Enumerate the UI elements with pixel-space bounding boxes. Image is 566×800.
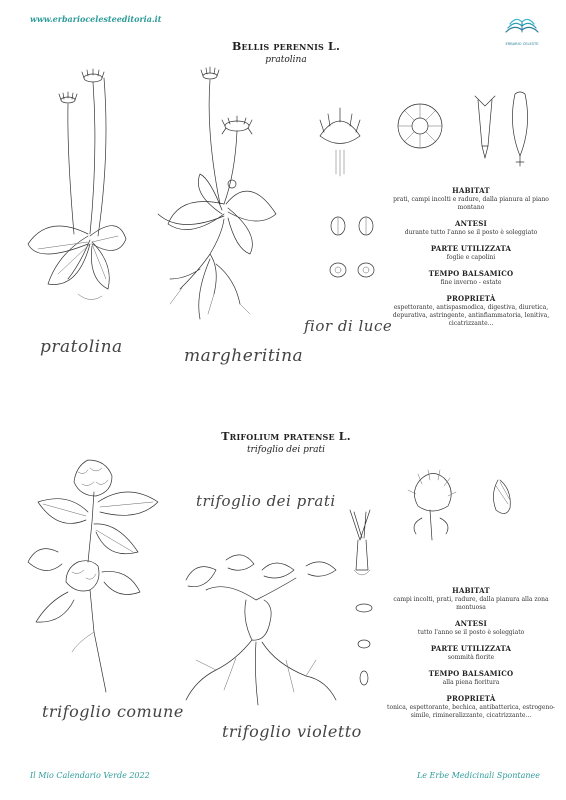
antesi-heading: ANTESI [455, 619, 487, 628]
daisy-with-roots-illustration [140, 64, 290, 324]
plant2-common-name: trifoglio dei prati [246, 445, 326, 455]
plant1-info-panel [386, 186, 556, 335]
plant2-scientific-name [186, 430, 386, 443]
tempo-heading: TEMPO BALSAMICO [428, 669, 514, 678]
parte-heading: PARTE UTILIZZATA [430, 244, 512, 253]
footer-series-title: Le Erbe Medicinali Spontanee [416, 771, 540, 780]
plant2-author: L. [338, 430, 351, 443]
proprieta-heading: PROPRIETÀ [446, 694, 496, 703]
plant1-tempo [386, 269, 556, 287]
habitat-text: prati, campi incolti e radure, dalla pianura al piano montano [393, 196, 549, 211]
tempo-text: fine inverno - estate [440, 279, 502, 286]
habitat-heading: HABITAT [452, 586, 490, 595]
plant2-label-middle: trifoglio violetto [222, 722, 362, 741]
publisher-logo [502, 12, 542, 46]
clover-roots-illustration [166, 530, 346, 710]
antesi-text: durante tutto l'anno se il posto è soleggiato [404, 229, 538, 236]
plant2-parte [386, 644, 556, 662]
plant1-label-left: pratolina [40, 337, 123, 357]
plant1-parte [386, 244, 556, 262]
plant2-proprieta [386, 694, 556, 720]
antesi-text: tutto l'anno se il posto è soleggiato [417, 629, 525, 636]
parte-text: foglie e capolini [446, 254, 496, 261]
daisy-detail-illustrations [310, 86, 550, 186]
tempo-text: alla piena fioritura [442, 679, 500, 686]
plant1-author: L. [328, 40, 340, 53]
plant1-scientific-name [186, 40, 386, 53]
plant1-label-middle: margheritina [184, 346, 304, 366]
plant2-label-left: trifoglio comune [42, 702, 184, 721]
website-url[interactable]: www.erbariocelesteeditoria.it [30, 14, 162, 24]
seed-illustrations [326, 212, 386, 292]
antesi-heading: ANTESI [455, 219, 487, 228]
plant1-label-right: fior di luce [304, 317, 393, 335]
plant2-antesi [386, 619, 556, 637]
plant1-antesi [386, 219, 556, 237]
plant1-common-name: pratolina [265, 55, 307, 65]
proprieta-heading: PROPRIETÀ [446, 294, 496, 303]
logo-text: ERBARIO CELESTE [505, 42, 539, 46]
proprieta-text: tonica, espettorante, bechica, antibatterica, estrogeno-simile, rimineralizzante, cicatrizzante... [387, 704, 555, 719]
clover-detail-illustrations [400, 460, 530, 560]
plant2-info-panel [386, 586, 556, 727]
parte-heading: PARTE UTILIZZATA [430, 644, 512, 653]
footer-calendar-title: Il Mio Calendario Verde 2022 [30, 771, 150, 780]
proprieta-text: espettorante, antispasmodica, digestiva, diuretica, depurativa, astringente, antinfiammatoria, lenitiva, cicatrizzante... [392, 304, 550, 327]
plant1-proprieta [386, 294, 556, 328]
plant2-habitat [386, 586, 556, 612]
clover-floret-and-seeds-illustration [340, 500, 390, 690]
tempo-heading: TEMPO BALSAMICO [428, 269, 514, 278]
parte-text: sommità fiorite [447, 654, 495, 661]
plant1-genus-species: Bellis perennis [232, 40, 324, 53]
plant2-tempo [386, 669, 556, 687]
habitat-heading: HABITAT [452, 186, 490, 195]
habitat-text: campi incolti, prati, radure, dalla pianura alla zona montuosa [393, 596, 549, 611]
daisy-plant-illustration [18, 64, 128, 324]
book-logo-icon [502, 12, 542, 38]
clover-plant-illustration [28, 452, 168, 702]
plant1-habitat [386, 186, 556, 212]
plant2-genus-species: Trifolium pratense [221, 430, 335, 443]
plant2-label-top: trifoglio dei prati [196, 492, 336, 510]
